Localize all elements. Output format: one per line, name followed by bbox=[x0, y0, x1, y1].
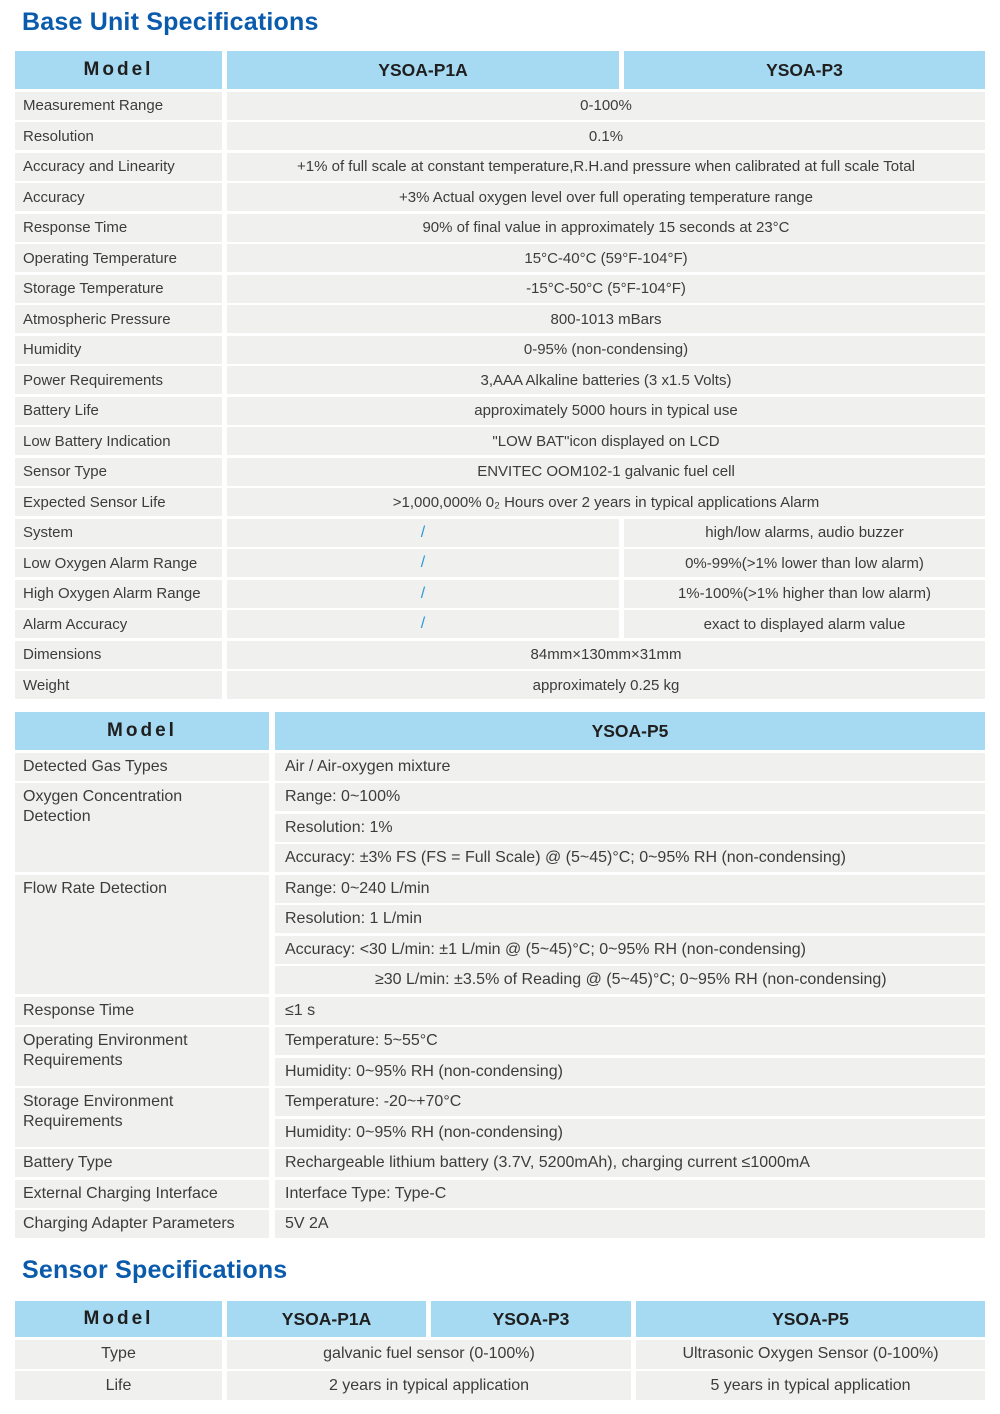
p5-table-header-ysoa-p5: YSOA-P5 bbox=[275, 712, 985, 750]
row-label: Type bbox=[15, 1340, 222, 1369]
sensor-table-header-ysoa-p5: YSOA-P5 bbox=[636, 1301, 985, 1337]
sensor-table-header-row bbox=[15, 1301, 985, 1337]
base-unit-spec-table bbox=[15, 51, 985, 699]
table-row-split bbox=[15, 580, 985, 608]
row-value: +1% of full scale at constant temperature,R.H.and pressure when calibrated at full scale Total bbox=[227, 153, 985, 181]
base-unit-section-title: Base Unit Specifications bbox=[22, 8, 319, 36]
row-value: 800-1013 mBars bbox=[227, 305, 985, 333]
row-value-p1a-p3: galvanic fuel sensor (0-100%) bbox=[227, 1340, 631, 1369]
group-value: Temperature: 5~55°C bbox=[275, 1027, 985, 1055]
row-value-p3: exact to displayed alarm value bbox=[624, 610, 985, 638]
table-row bbox=[15, 1371, 985, 1400]
spec-group bbox=[15, 1210, 985, 1238]
row-label: Response Time bbox=[15, 214, 222, 242]
row-label: Sensor Type bbox=[15, 458, 222, 486]
row-value: +3% Actual oxygen level over full operating temperature range bbox=[227, 183, 985, 211]
table-row bbox=[15, 641, 985, 669]
p5-table-header-model: Model bbox=[15, 712, 269, 750]
row-value-p1a: / bbox=[227, 519, 619, 547]
sensor-table-header-model: Model bbox=[15, 1301, 222, 1337]
group-value: Range: 0~240 L/min bbox=[275, 875, 985, 903]
row-label: Accuracy bbox=[15, 183, 222, 211]
row-value: 15°C-40°C (59°F-104°F) bbox=[227, 244, 985, 272]
table-row bbox=[15, 1340, 985, 1369]
row-label: Resolution bbox=[15, 122, 222, 150]
table-row bbox=[15, 244, 985, 272]
table-row bbox=[15, 427, 985, 455]
row-value-p3: 0%-99%(>1% lower than low alarm) bbox=[624, 549, 985, 577]
group-value: 5V 2A bbox=[275, 1210, 985, 1238]
row-label: System bbox=[15, 519, 222, 547]
row-value: ENVITEC OOM102-1 galvanic fuel cell bbox=[227, 458, 985, 486]
row-value-p5: 5 years in typical application bbox=[636, 1371, 985, 1400]
group-value: Accuracy: ±3% FS (FS = Full Scale) @ (5~45)°C; 0~95% RH (non-condensing) bbox=[275, 844, 985, 872]
base-table-header-row bbox=[15, 51, 985, 89]
base-table-header-ysoa-p3: YSOA-P3 bbox=[624, 51, 985, 89]
group-label: Flow Rate Detection bbox=[15, 875, 269, 995]
row-value-p1a-p3: 2 years in typical application bbox=[227, 1371, 631, 1400]
row-value-p3: high/low alarms, audio buzzer bbox=[624, 519, 985, 547]
group-label: Operating Environment Requirements bbox=[15, 1027, 269, 1086]
table-row bbox=[15, 671, 985, 699]
row-value: >1,000,000% 0₂ Hours over 2 years in typical applications Alarm bbox=[227, 488, 985, 516]
group-label: Charging Adapter Parameters bbox=[15, 1210, 269, 1238]
table-row bbox=[15, 397, 985, 425]
group-label: Response Time bbox=[15, 997, 269, 1025]
base-table-header-model: Model bbox=[15, 51, 222, 89]
table-row-split bbox=[15, 519, 985, 547]
table-row bbox=[15, 336, 985, 364]
row-value: 84mm×130mm×31mm bbox=[227, 641, 985, 669]
row-label: Atmospheric Pressure bbox=[15, 305, 222, 333]
table-row-split bbox=[15, 610, 985, 638]
p5-table-header-row bbox=[15, 712, 985, 750]
ysoa-p5-spec-table bbox=[15, 712, 985, 1238]
group-value: Interface Type: Type-C bbox=[275, 1180, 985, 1208]
row-label: Accuracy and Linearity bbox=[15, 153, 222, 181]
group-value: ≤1 s bbox=[275, 997, 985, 1025]
group-value: Rechargeable lithium battery (3.7V, 5200mAh), charging current ≤1000mA bbox=[275, 1149, 985, 1177]
sensor-spec-table bbox=[15, 1301, 985, 1400]
spec-group bbox=[15, 1180, 985, 1208]
row-value: 90% of final value in approximately 15 seconds at 23°C bbox=[227, 214, 985, 242]
table-row bbox=[15, 153, 985, 181]
table-row bbox=[15, 92, 985, 120]
row-label: Weight bbox=[15, 671, 222, 699]
table-row bbox=[15, 214, 985, 242]
sensor-table-header-ysoa-p1a: YSOA-P1A bbox=[227, 1301, 426, 1337]
row-label: Humidity bbox=[15, 336, 222, 364]
row-value-p1a: / bbox=[227, 610, 619, 638]
group-label: External Charging Interface bbox=[15, 1180, 269, 1208]
table-row-split bbox=[15, 549, 985, 577]
row-label: Low Battery Indication bbox=[15, 427, 222, 455]
row-value: approximately 0.25 kg bbox=[227, 671, 985, 699]
table-row bbox=[15, 183, 985, 211]
row-label: Expected Sensor Life bbox=[15, 488, 222, 516]
spec-group bbox=[15, 783, 985, 872]
table-row bbox=[15, 122, 985, 150]
group-value: Resolution: 1 L/min bbox=[275, 905, 985, 933]
row-label: Dimensions bbox=[15, 641, 222, 669]
sensor-table-header-ysoa-p3: YSOA-P3 bbox=[431, 1301, 631, 1337]
spec-group bbox=[15, 997, 985, 1025]
row-label: Operating Temperature bbox=[15, 244, 222, 272]
spec-group bbox=[15, 875, 985, 995]
group-value: Temperature: -20~+70°C bbox=[275, 1088, 985, 1116]
base-table-header-ysoa-p1a: YSOA-P1A bbox=[227, 51, 619, 89]
row-label: Measurement Range bbox=[15, 92, 222, 120]
table-row bbox=[15, 275, 985, 303]
row-value-p5: Ultrasonic Oxygen Sensor (0-100%) bbox=[636, 1340, 985, 1369]
group-label: Storage Environment Requirements bbox=[15, 1088, 269, 1147]
group-value: Humidity: 0~95% RH (non-condensing) bbox=[275, 1058, 985, 1086]
row-label: Alarm Accuracy bbox=[15, 610, 222, 638]
spec-group bbox=[15, 753, 985, 781]
group-value: Resolution: 1% bbox=[275, 814, 985, 842]
sensor-section-title: Sensor Specifications bbox=[22, 1256, 288, 1284]
row-value: 0-100% bbox=[227, 92, 985, 120]
row-value-p1a: / bbox=[227, 580, 619, 608]
row-value: -15°C-50°C (5°F-104°F) bbox=[227, 275, 985, 303]
table-row bbox=[15, 458, 985, 486]
row-label: Low Oxygen Alarm Range bbox=[15, 549, 222, 577]
group-value: Accuracy: <30 L/min: ±1 L/min @ (5~45)°C; 0~95% RH (non-condensing) bbox=[275, 936, 985, 964]
row-value: 0-95% (non-condensing) bbox=[227, 336, 985, 364]
group-value: Range: 0~100% bbox=[275, 783, 985, 811]
table-row bbox=[15, 488, 985, 516]
row-value: approximately 5000 hours in typical use bbox=[227, 397, 985, 425]
group-label: Detected Gas Types bbox=[15, 753, 269, 781]
spec-group bbox=[15, 1027, 985, 1086]
group-value: Humidity: 0~95% RH (non-condensing) bbox=[275, 1119, 985, 1147]
spec-group bbox=[15, 1149, 985, 1177]
row-label: High Oxygen Alarm Range bbox=[15, 580, 222, 608]
table-row bbox=[15, 305, 985, 333]
spec-group bbox=[15, 1088, 985, 1147]
group-label: Battery Type bbox=[15, 1149, 269, 1177]
row-label: Power Requirements bbox=[15, 366, 222, 394]
row-label: Storage Temperature bbox=[15, 275, 222, 303]
row-label: Battery Life bbox=[15, 397, 222, 425]
row-value-p3: 1%-100%(>1% higher than low alarm) bbox=[624, 580, 985, 608]
group-label: Oxygen Concentration Detection bbox=[15, 783, 269, 872]
row-label: Life bbox=[15, 1371, 222, 1400]
table-row bbox=[15, 366, 985, 394]
row-value: 0.1% bbox=[227, 122, 985, 150]
group-value: Air / Air-oxygen mixture bbox=[275, 753, 985, 781]
group-value: ≥30 L/min: ±3.5% of Reading @ (5~45)°C; 0~95% RH (non-condensing) bbox=[275, 966, 985, 994]
row-value-p1a: / bbox=[227, 549, 619, 577]
row-value: 3,AAA Alkaline batteries (3 x1.5 Volts) bbox=[227, 366, 985, 394]
row-value: "LOW BAT"icon displayed on LCD bbox=[227, 427, 985, 455]
